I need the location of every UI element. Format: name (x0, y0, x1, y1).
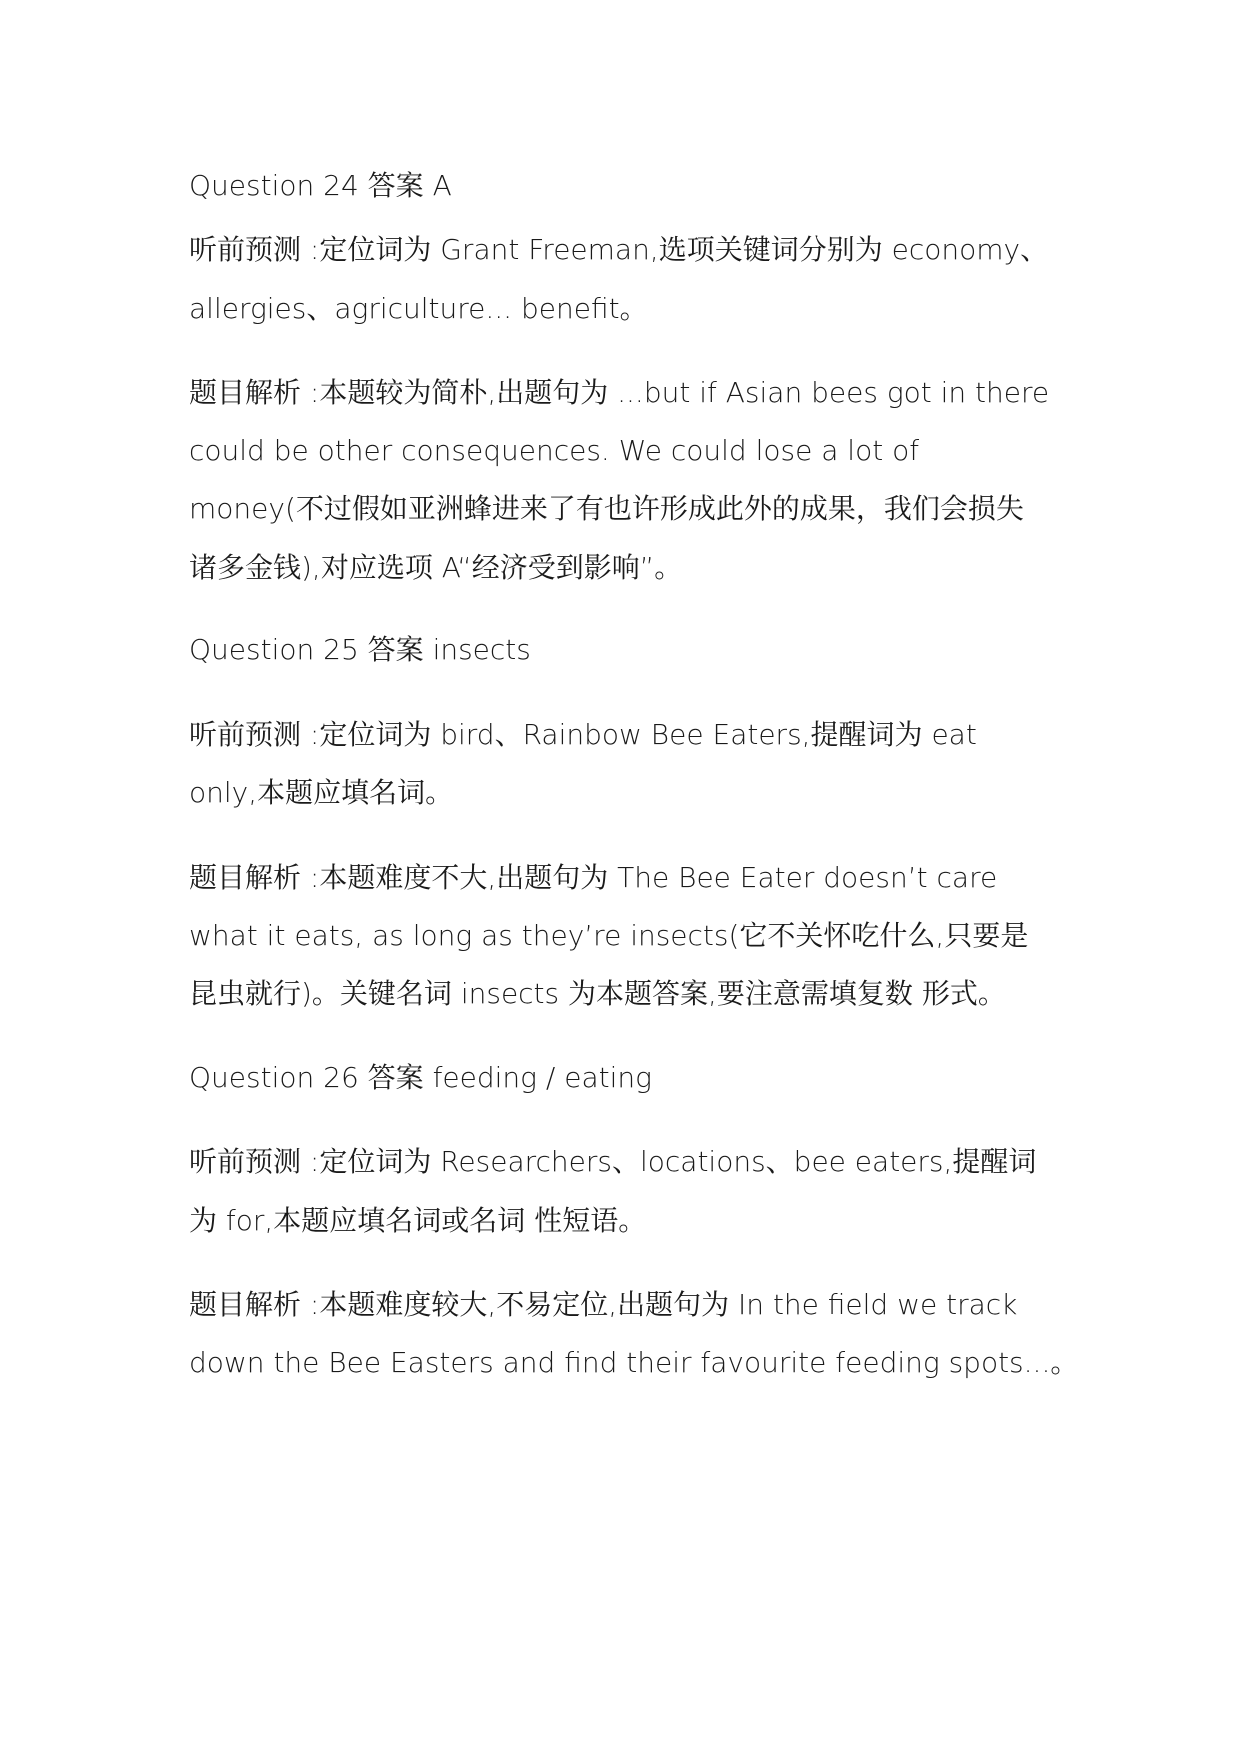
question-26-heading: Question 26 答案 feeding / eating (189, 1061, 652, 1094)
q24-prediction-line-2: allergies、agriculture... benefit。 (189, 292, 648, 325)
q26-prediction-line-1: 听前预测 :定位词为 Researchers、locations、bee eaters,提醒词 (189, 1145, 1037, 1178)
q25-prediction-line-2: only,本题应填名词。 (189, 776, 454, 809)
q24-analysis-line-1: 题目解析 :本题较为简朴,出题句为 ...but if Asian bees got in there (189, 376, 1050, 409)
q25-analysis-line-2: what it eats, as long as they’re insects(它不关怀吃什么,只要是 (189, 919, 1029, 952)
question-25-heading: Question 25 答案 insects (189, 633, 531, 666)
q24-analysis-line-2: could be other consequences. We could lose a lot of (189, 434, 920, 467)
q24-analysis-line-4: 诸多金钱),对应选项 A“经济受到影响”。 (189, 551, 683, 584)
q26-prediction-line-2: 为 for,本题应填名词或名词 性短语。 (189, 1204, 647, 1237)
q25-analysis-line-1: 题目解析 :本题难度不大,出题句为 The Bee Eater doesn’t care (189, 861, 998, 894)
q24-prediction-line-1: 听前预测 :定位词为 Grant Freeman,选项关键词分别为 economy、 (189, 233, 1049, 266)
question-24-heading: Question 24 答案 A (189, 169, 452, 202)
q24-analysis-line-3: money(不过假如亚洲蜂进来了有也许形成此外的成果，我们会损失 (189, 492, 1024, 525)
q25-analysis-line-3: 昆虫就行)。关键名词 insects 为本题答案,要注意需填复数 形式。 (189, 977, 1006, 1010)
q25-prediction-line-1: 听前预测 :定位词为 bird、Rainbow Bee Eaters,提醒词为 eat (189, 718, 977, 751)
q26-analysis-line-2: down the Bee Easters and find their favourite feeding spots...。 (189, 1346, 1079, 1379)
q26-analysis-line-1: 题目解析 :本题难度较大,不易定位,出题句为 In the field we track (189, 1288, 1018, 1321)
